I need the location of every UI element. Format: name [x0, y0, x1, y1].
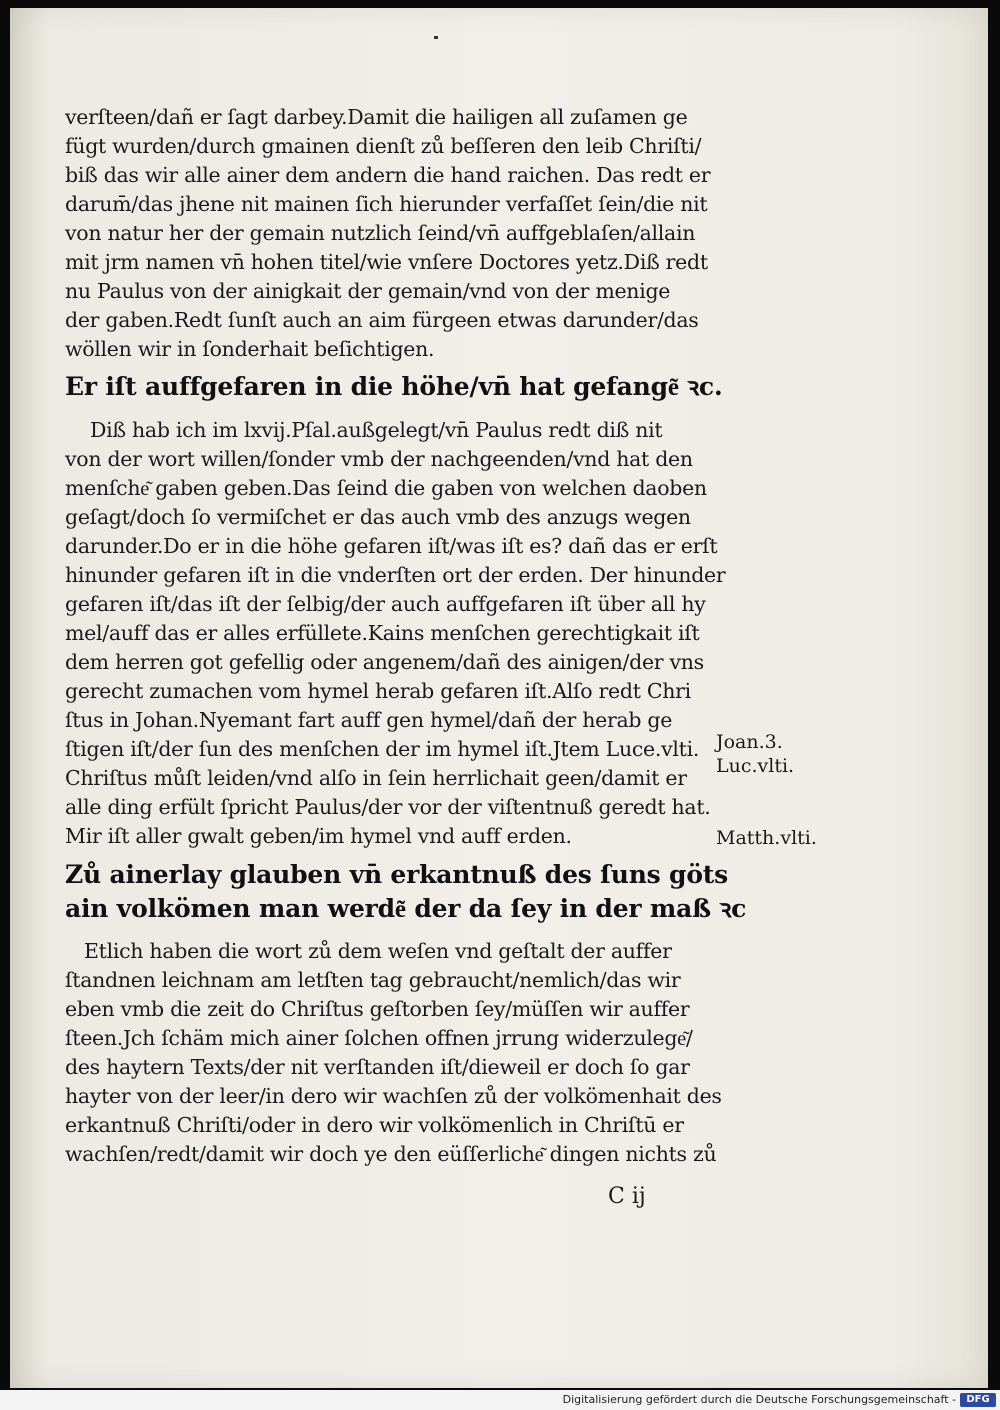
- text-line: alle ding erfült ſpricht Paulus/der vor der viſtentnuß geredt hat.: [65, 795, 711, 819]
- page-mark: [434, 36, 438, 39]
- text-line: erkantnuß Chriſti/oder in dero wir volkömenlich in Chriſtū er: [65, 1113, 684, 1137]
- text-line: der gaben.Redt ſunſt auch an aim fürgeen etwas darunder/das: [65, 308, 699, 332]
- text-line: ſteen.Jch ſchäm mich ainer ſolchen offnen jrrung widerzulege͂/: [65, 1026, 693, 1050]
- text-line: mit jrm namen vn̄ hohen titel/wie vnſere Doctores yetz.Diß redt: [65, 250, 708, 274]
- text-line: wachſen/redt/damit wir doch ye den eüſſerliche͂ dingen nichts zů: [65, 1142, 717, 1166]
- text-line: verſteen/dañ er ſagt darbey.Damit die hailigen all zuſamen ge: [65, 105, 688, 129]
- text-line: darum̄/das jhene nit mainen ſich hierunder verfaſſet ſein/die nit: [65, 192, 708, 216]
- book-page: [10, 8, 988, 1388]
- text-line: gefaren iſt/das iſt der ſelbig/der auch auffgefaren iſt über all hy: [65, 592, 706, 616]
- text-line: ſtus in Johan.Nyemant fart auff gen hymel/dañ der herab ge: [65, 708, 673, 732]
- text-line: ſtandnen leichnam am letſten tag gebraucht/nemlich/das wir: [65, 968, 681, 992]
- text-line: geſagt/doch ſo vermiſchet er das auch vmb des anzugs wegen: [65, 505, 691, 529]
- text-line: hayter von der leer/in dero wir wachſen zů der volkömenhait des: [65, 1084, 722, 1108]
- margin-note: Luc.vlti.: [716, 755, 795, 777]
- signature-mark: C ij: [608, 1184, 646, 1209]
- text-line: nu Paulus von der ainigkait der gemain/vnd von der menige: [65, 279, 671, 303]
- margin-note: Matth.vlti.: [716, 827, 817, 849]
- text-line: hinunder gefaren iſt in die vnderſten ort der erden. Der hinunder: [65, 563, 726, 587]
- text-line: ſtigen iſt/der ſun des menſchen der im hymel iſt.Jtem Luce.vlti.: [65, 737, 700, 761]
- text-line: Etlich haben die wort zů dem weſen vnd geſtalt der auffer: [84, 939, 672, 963]
- text-line: des haytern Texts/der nit verſtanden iſt/dieweil er doch ſo gar: [65, 1055, 690, 1079]
- text-line: dem herren got gefellig oder angenem/dañ des ainigen/der vns: [65, 650, 704, 674]
- text-line: Diß hab ich im lxvij.Pſal.außgelegt/vn̄ Paulus redt diß nit: [90, 418, 663, 442]
- text-line: biß das wir alle ainer dem andern die hand raichen. Das redt er: [65, 163, 711, 187]
- text-line: menſche͂ gaben geben.Das ſeind die gaben von welchen daoben: [65, 476, 707, 500]
- dfg-logo[interactable]: DFG: [960, 1393, 996, 1407]
- text-line: von der wort willen/ſonder vmb der nachgeenden/vnd hat den: [65, 447, 693, 471]
- section-heading: ain volkömen man werde͂ der da ſey in der maß ꝛc: [65, 894, 747, 923]
- section-heading: Zů ainerlay glauben vn̄ erkantnuß des ſuns göts: [65, 860, 729, 889]
- text-line: fügt wurden/durch gmainen dienſt zů beſſeren den leib Chriſti/: [65, 134, 702, 158]
- text-line: darunder.Do er in die höhe gefaren iſt/was iſt es? dañ das er erſt: [65, 534, 718, 558]
- text-line: von natur her der gemain nutzlich ſeind/vn̄ auffgeblaſen/allain: [65, 221, 696, 245]
- text-line: gerecht zumachen vom hymel herab gefaren iſt.Alſo redt Chri: [65, 679, 691, 703]
- text-line: Chriſtus můſt leiden/vnd alſo in ſein herrlichait geen/damit er: [65, 766, 687, 790]
- text-line: eben vmb die zeit do Chriſtus geſtorben ſey/müſſen wir auffer: [65, 997, 690, 1021]
- funding-credit: Digitalisierung gefördert durch die Deutsche Forschungsgemeinschaft -: [562, 1393, 956, 1406]
- section-heading: Er iſt auffgefaren in die höhe/vn̄ hat gefange͂ ꝛc.: [65, 372, 723, 401]
- footer-bar: [0, 1390, 1000, 1410]
- text-line: Mir iſt aller gwalt geben/im hymel vnd auff erden.: [65, 824, 572, 848]
- margin-note: Joan.3.: [716, 731, 783, 753]
- text-line: mel/auff das er alles erfüllete.Kains menſchen gerechtigkait iſt: [65, 621, 700, 645]
- text-line: wöllen wir in ſonderhait beſichtigen.: [65, 337, 435, 361]
